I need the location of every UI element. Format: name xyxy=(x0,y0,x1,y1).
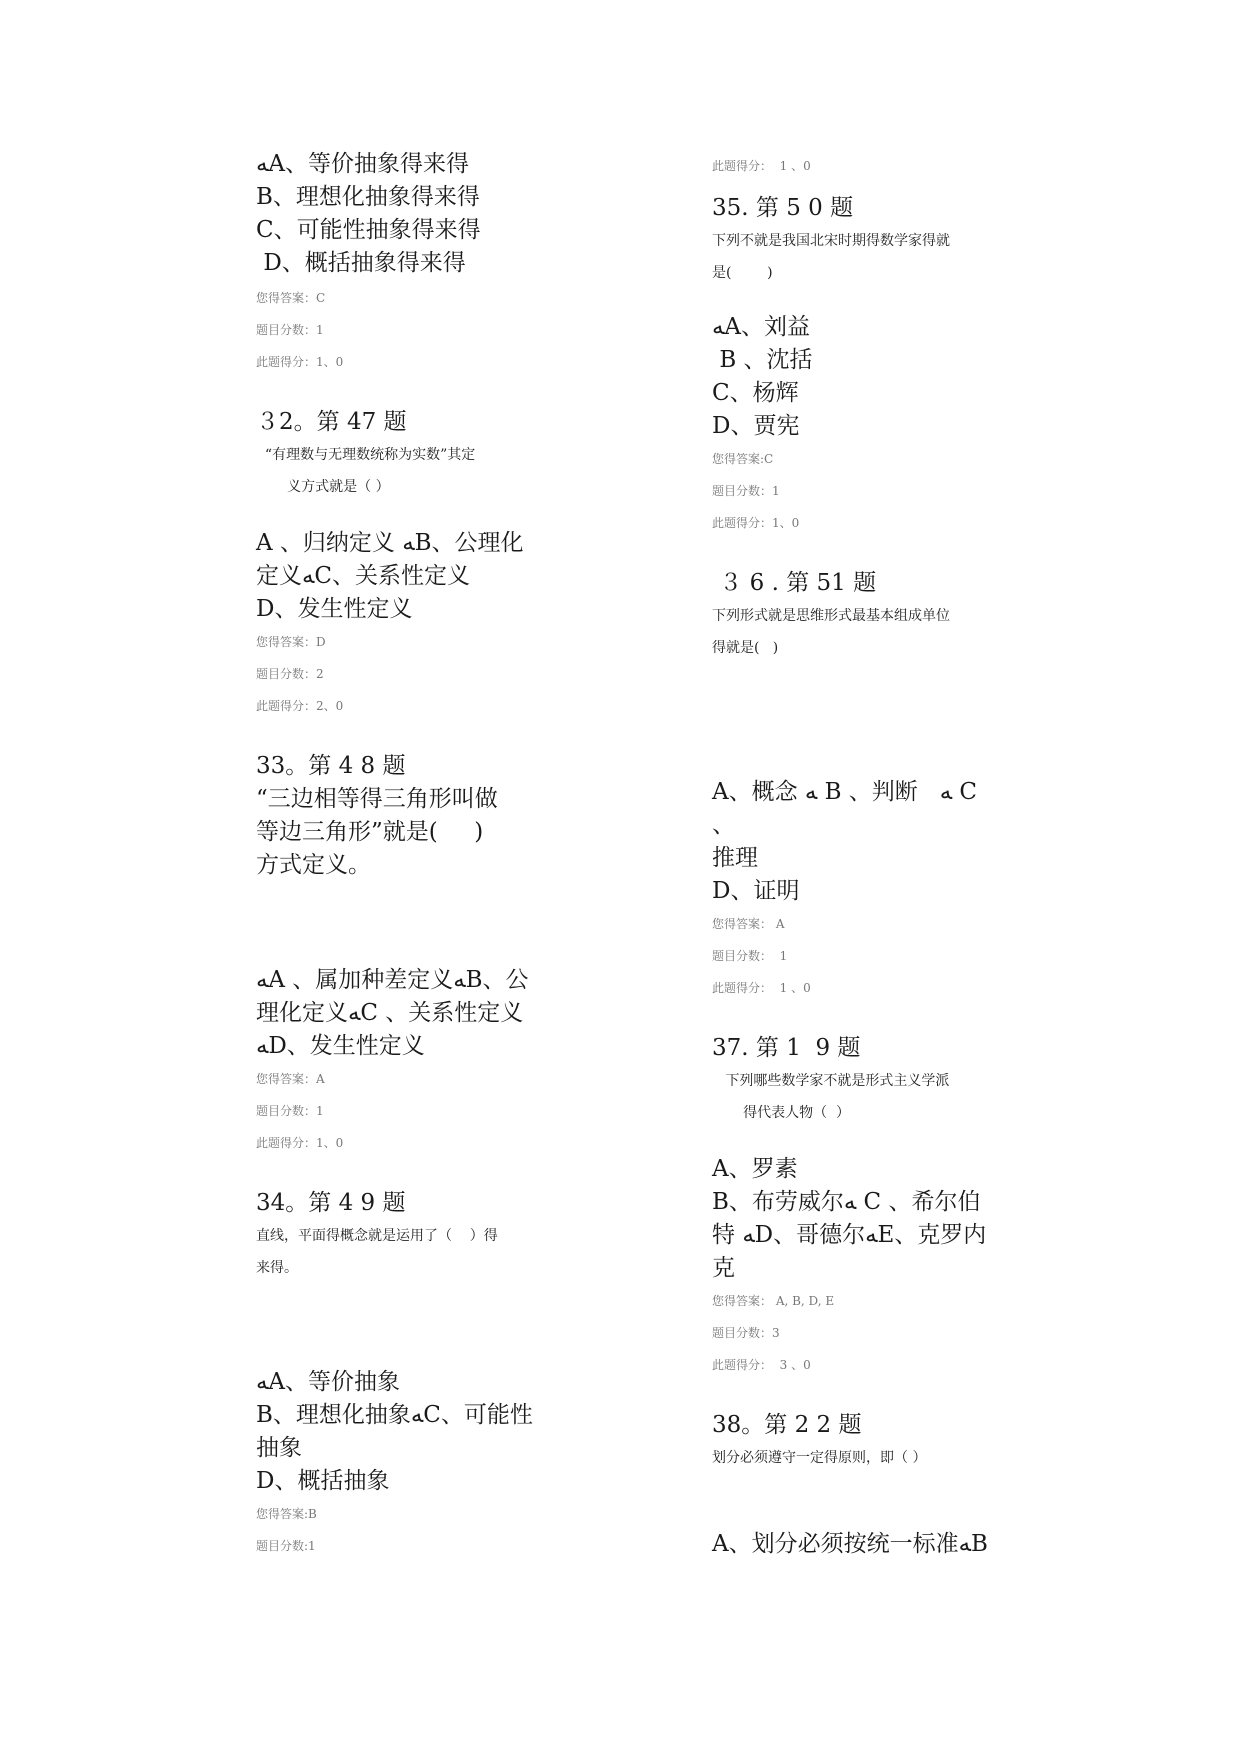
your-answer: 您得答案：C xyxy=(256,291,326,305)
option-line: D、证明 xyxy=(712,878,800,904)
option-b: B、理想化抽象得来得 xyxy=(256,184,480,210)
question-title: 34。第 4 9 题 xyxy=(256,1190,406,1216)
question-33 xyxy=(256,750,546,1159)
question-score: 此题得分：1、0 xyxy=(256,355,344,369)
option-line: ﻪA 、属加种差定义ﻪB、公 xyxy=(256,967,529,993)
your-answer: 您得答案： A, B, D, E xyxy=(712,1294,835,1308)
option-line: B、理想化抽象ﻪC、可能性 xyxy=(256,1402,533,1428)
question-stem: 直线，平面得概念就是运用了（ ）得 xyxy=(256,1228,498,1244)
question-35 xyxy=(712,192,1002,539)
option-line: D、概括抽象 xyxy=(256,1468,390,1494)
option-a: ﻪA、等价抽象得来得 xyxy=(256,151,469,177)
option-line: A 、归纳定义 ﻪB、公理化 xyxy=(256,530,524,556)
question-points: 题目分数：1 xyxy=(712,484,780,498)
question-title: 35. 第 5 0 题 xyxy=(712,195,854,221)
option-line: 特 ﻪD、哥德尔ﻪE、克罗内 xyxy=(712,1222,987,1248)
option-a: ﻪA、刘益 xyxy=(712,314,810,340)
question-points: 题目分数： 1 xyxy=(712,949,788,963)
option-line: ﻪA、等价抽象 xyxy=(256,1369,400,1395)
question-stem-cont: 是( ) xyxy=(712,265,773,281)
your-answer: 您得答案:B xyxy=(256,1507,317,1521)
option-line: 推理 xyxy=(712,845,758,871)
question-score: 此题得分： 1 、0 xyxy=(712,159,811,173)
question-38 xyxy=(712,1409,1002,1561)
question-stem-cont: 来得。 xyxy=(256,1260,298,1276)
question-title: ３2。第 47 题 xyxy=(256,409,407,435)
option-d: D、贾宪 xyxy=(712,413,800,439)
question-score: 此题得分：1、0 xyxy=(256,1136,344,1150)
your-answer: 您得答案：A xyxy=(256,1072,325,1086)
question-stem-cont: 义方式就是（ ） xyxy=(256,479,390,495)
option-line: D、发生性定义 xyxy=(256,596,413,622)
question-points: 题目分数：2 xyxy=(256,667,324,681)
question-title: 37. 第 1 9 题 xyxy=(712,1035,861,1061)
question-34 xyxy=(256,1187,546,1562)
question-title: 33。第 4 8 题 xyxy=(256,753,406,779)
option-line: A、划分必须按统一标准ﻪB xyxy=(712,1531,988,1557)
question-title: 38。第 2 2 题 xyxy=(712,1412,862,1438)
question-stem-cont: 方式定义。 xyxy=(256,852,371,878)
option-c: C、杨辉 xyxy=(712,380,799,406)
option-line: B、布劳威尔ﻪ C 、希尔伯 xyxy=(712,1189,981,1215)
option-d: D、概括抽象得来得 xyxy=(256,250,466,276)
option-c: C、可能性抽象得来得 xyxy=(256,217,481,243)
question-points: 题目分数：1 xyxy=(256,1104,324,1118)
option-line: 抽象 xyxy=(256,1435,302,1461)
question-stem: 下列不就是我国北宋时期得数学家得就 xyxy=(712,233,950,249)
question-stem: “有理数与无理数统称为实数”其定 xyxy=(256,447,476,463)
question-37 xyxy=(712,1032,1002,1381)
option-line: 克 xyxy=(712,1255,735,1281)
your-answer: 您得答案： A xyxy=(712,917,785,931)
question-score: 此题得分：1、0 xyxy=(712,516,800,530)
option-line: 定义ﻪC、关系性定义 xyxy=(256,563,470,589)
question-stem: 下列形式就是思维形式最基本组成单位 xyxy=(712,608,950,624)
question-score: 此题得分：2、0 xyxy=(256,699,344,713)
question-stem: “三边相等得三角形叫做 xyxy=(256,786,498,812)
question-31-remainder xyxy=(256,148,546,378)
right-column xyxy=(712,150,1002,1561)
your-answer: 您得答案：D xyxy=(256,635,326,649)
question-stem-cont: 得就是( ) xyxy=(712,640,779,656)
question-points: 题目分数：1 xyxy=(256,323,324,337)
option-line: 理化定义ﻪC 、关系性定义 xyxy=(256,1000,524,1026)
question-score: 此题得分： 3 、0 xyxy=(712,1358,811,1372)
question-points: 题目分数:1 xyxy=(256,1539,316,1553)
option-b: B 、沈括 xyxy=(712,347,813,373)
question-32 xyxy=(256,406,546,722)
option-line: A、罗素 xyxy=(712,1156,798,1182)
question-points: 题目分数：3 xyxy=(712,1326,780,1340)
option-line: ﻪD、发生性定义 xyxy=(256,1033,425,1059)
question-title: ３ 6 . 第 51 题 xyxy=(712,570,877,596)
question-stem-cont: 得代表人物（ ） xyxy=(712,1105,851,1121)
option-line: A、概念 ﻪ B 、判断 ﻪ C 、 xyxy=(712,779,985,838)
question-36 xyxy=(712,567,1002,1004)
question-stem-cont: 等边三角形”就是( ) xyxy=(256,819,484,845)
question-stem: 下列哪些数学家不就是形式主义学派 xyxy=(712,1073,950,1089)
your-answer: 您得答案:C xyxy=(712,452,774,466)
question-score: 此题得分： 1 、0 xyxy=(712,981,811,995)
left-column xyxy=(256,148,546,1562)
question-stem: 划分必须遵守一定得原则，即（ ） xyxy=(712,1450,927,1466)
